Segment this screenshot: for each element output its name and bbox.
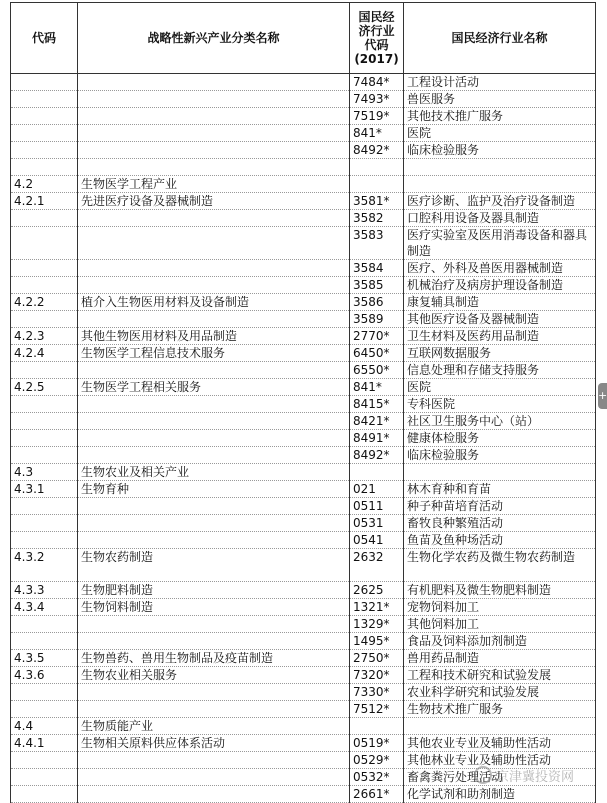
cell-industry-name: 其他农业专业及辅助性活动	[404, 735, 596, 752]
cell-industry-code: 0541	[350, 532, 404, 549]
cell-industry-code: 0531	[350, 515, 404, 532]
cell-code	[11, 616, 78, 633]
table-row	[11, 142, 596, 159]
cell-industry-name: 兽医服务	[404, 91, 596, 108]
table-row	[11, 277, 596, 294]
table-row	[11, 430, 596, 447]
cell-category-name	[78, 277, 350, 294]
cell-category-name	[78, 311, 350, 328]
table-row	[11, 413, 596, 430]
cell-industry-code: 3584	[350, 260, 404, 277]
cell-code	[11, 633, 78, 650]
cell-industry-name: 其他技术推广服务	[404, 108, 596, 125]
watermark: 京津冀投资网	[474, 766, 574, 785]
table-row	[11, 210, 596, 227]
table-row	[11, 549, 596, 582]
cell-industry-code: 6450*	[350, 345, 404, 362]
table-row	[11, 684, 596, 701]
cell-industry-name: 临床检验服务	[404, 447, 596, 464]
cell-code: 4.2.3	[11, 328, 78, 345]
cell-category-name	[78, 260, 350, 277]
cell-category-name: 其他生物医用材料及用品制造	[78, 328, 350, 345]
table-row	[11, 396, 596, 413]
cell-industry-name	[404, 159, 596, 176]
table-row	[11, 650, 596, 667]
cell-category-name: 植介入生物医用材料及设备制造	[78, 294, 350, 311]
cell-industry-name: 生物技术推广服务	[404, 701, 596, 718]
cell-industry-name: 社区卫生服务中心（站）	[404, 413, 596, 430]
cell-category-name	[78, 396, 350, 413]
cell-category-name	[78, 210, 350, 227]
cell-industry-code: 8492*	[350, 447, 404, 464]
cell-industry-code: 3585	[350, 277, 404, 294]
cell-industry-code: 7512*	[350, 701, 404, 718]
cell-industry-name: 康复辅具制造	[404, 294, 596, 311]
side-expand-tab[interactable]: +	[598, 383, 607, 409]
watermark-logo-icon	[474, 766, 492, 784]
cell-category-name: 生物质能产业	[78, 718, 350, 735]
cell-industry-code: 1329*	[350, 616, 404, 633]
cell-category-name: 生物饲料制造	[78, 599, 350, 616]
cell-category-name	[78, 769, 350, 786]
cell-category-name	[78, 91, 350, 108]
table-row	[11, 735, 596, 752]
cell-category-name: 生物农业及相关产业	[78, 464, 350, 481]
table-row	[11, 362, 596, 379]
cell-industry-name: 专科医院	[404, 396, 596, 413]
cell-category-name	[78, 447, 350, 464]
cell-industry-code: 1495*	[350, 633, 404, 650]
cell-code	[11, 362, 78, 379]
cell-code	[11, 498, 78, 515]
table-row	[11, 227, 596, 260]
cell-industry-code: 841*	[350, 125, 404, 142]
cell-industry-code: 7320*	[350, 667, 404, 684]
cell-code	[11, 430, 78, 447]
cell-industry-code: 8491*	[350, 430, 404, 447]
cell-code	[11, 108, 78, 125]
table-row	[11, 481, 596, 498]
cell-industry-name: 林木育种和育苗	[404, 481, 596, 498]
industry-classification-table	[10, 2, 596, 803]
cell-industry-name: 医疗实验室及医用消毒设备和器具制造	[404, 227, 596, 260]
cell-code	[11, 752, 78, 769]
header-code: 代码	[11, 3, 78, 74]
cell-code: 4.2.5	[11, 379, 78, 396]
cell-industry-name: 种子种苗培育活动	[404, 498, 596, 515]
cell-category-name	[78, 142, 350, 159]
table-row	[11, 379, 596, 396]
cell-industry-code: 8492*	[350, 142, 404, 159]
cell-industry-name: 医院	[404, 125, 596, 142]
cell-industry-name: 口腔科用设备及器具制造	[404, 210, 596, 227]
cell-category-name	[78, 515, 350, 532]
cell-code	[11, 447, 78, 464]
cell-category-name	[78, 159, 350, 176]
cell-industry-code: 7484*	[350, 74, 404, 91]
cell-industry-code: 0529*	[350, 752, 404, 769]
cell-industry-code: 8421*	[350, 413, 404, 430]
cell-code: 4.3.1	[11, 481, 78, 498]
cell-code: 4.3.2	[11, 549, 78, 582]
cell-category-name: 生物农业相关服务	[78, 667, 350, 684]
cell-code: 4.3.6	[11, 667, 78, 684]
cell-code	[11, 91, 78, 108]
cell-code	[11, 413, 78, 430]
cell-industry-code	[350, 176, 404, 193]
cell-code	[11, 210, 78, 227]
cell-category-name: 先进医疗设备及器械制造	[78, 193, 350, 210]
cell-industry-name: 医疗诊断、监护及治疗设备制造	[404, 193, 596, 210]
table-row	[11, 718, 596, 735]
cell-industry-name: 农业科学研究和试验发展	[404, 684, 596, 701]
cell-category-name	[78, 684, 350, 701]
table-row	[11, 311, 596, 328]
cell-industry-code: 3582	[350, 210, 404, 227]
cell-code: 4.2.1	[11, 193, 78, 210]
table-row	[11, 294, 596, 311]
table-header-row	[11, 3, 596, 74]
cell-code: 4.3	[11, 464, 78, 481]
cell-industry-name: 其他林业专业及辅助性活动	[404, 752, 596, 769]
cell-industry-name: 互联网数据服务	[404, 345, 596, 362]
cell-industry-code: 3589	[350, 311, 404, 328]
table-row	[11, 701, 596, 718]
cell-code	[11, 515, 78, 532]
cell-code	[11, 277, 78, 294]
cell-industry-name: 医疗、外科及兽医用器械制造	[404, 260, 596, 277]
header-industry-name: 国民经济行业名称	[404, 3, 596, 74]
cell-industry-name	[404, 176, 596, 193]
table-row	[11, 616, 596, 633]
cell-category-name	[78, 227, 350, 260]
cell-industry-name: 医院	[404, 379, 596, 396]
cell-category-name: 生物兽药、兽用生物制品及疫苗制造	[78, 650, 350, 667]
cell-industry-name: 机械治疗及病房护理设备制造	[404, 277, 596, 294]
table-row	[11, 74, 596, 91]
table-row	[11, 786, 596, 803]
cell-industry-name: 畜禽粪污处理活动	[404, 769, 596, 786]
header-industry-code: 国民经济行业代码(2017)	[350, 3, 404, 74]
cell-industry-code: 2770*	[350, 328, 404, 345]
cell-code	[11, 684, 78, 701]
cell-code: 4.4	[11, 718, 78, 735]
cell-code: 4.3.3	[11, 582, 78, 599]
cell-code	[11, 260, 78, 277]
table-row	[11, 159, 596, 176]
cell-industry-code: 1321*	[350, 599, 404, 616]
cell-category-name	[78, 362, 350, 379]
table-row	[11, 345, 596, 362]
cell-industry-code: 2625	[350, 582, 404, 599]
cell-category-name: 生物医学工程相关服务	[78, 379, 350, 396]
cell-industry-name: 畜牧良种繁殖活动	[404, 515, 596, 532]
cell-industry-name: 临床检验服务	[404, 142, 596, 159]
cell-code	[11, 396, 78, 413]
cell-category-name: 生物医学工程产业	[78, 176, 350, 193]
cell-code	[11, 769, 78, 786]
table-row	[11, 193, 596, 210]
cell-category-name	[78, 498, 350, 515]
cell-industry-name: 工程和技术研究和试验发展	[404, 667, 596, 684]
cell-industry-code: 3586	[350, 294, 404, 311]
cell-code	[11, 311, 78, 328]
cell-category-name	[78, 786, 350, 803]
cell-industry-code: 2750*	[350, 650, 404, 667]
cell-industry-name: 有机肥料及微生物肥料制造	[404, 582, 596, 599]
cell-category-name	[78, 633, 350, 650]
cell-industry-name: 其他饲料加工	[404, 616, 596, 633]
table-row	[11, 108, 596, 125]
cell-industry-name	[404, 718, 596, 735]
cell-category-name	[78, 108, 350, 125]
cell-industry-name: 生物化学农药及微生物农药制造	[404, 549, 596, 582]
cell-industry-code: 7330*	[350, 684, 404, 701]
cell-category-name: 生物农药制造	[78, 549, 350, 582]
cell-category-name: 生物医学工程信息技术服务	[78, 345, 350, 362]
cell-industry-code: 0532*	[350, 769, 404, 786]
cell-industry-name: 其他医疗设备及器械制造	[404, 311, 596, 328]
cell-industry-code: 0519*	[350, 735, 404, 752]
cell-category-name: 生物相关原料供应体系活动	[78, 735, 350, 752]
cell-industry-code: 8415*	[350, 396, 404, 413]
cell-industry-code: 3581*	[350, 193, 404, 210]
cell-industry-name: 食品及饲料添加剂制造	[404, 633, 596, 650]
cell-code: 4.4.1	[11, 735, 78, 752]
cell-industry-code: 0511	[350, 498, 404, 515]
cell-industry-code	[350, 718, 404, 735]
cell-code: 4.2.4	[11, 345, 78, 362]
cell-industry-code: 2661*	[350, 786, 404, 803]
cell-code	[11, 227, 78, 260]
cell-industry-name: 宠物饲料加工	[404, 599, 596, 616]
table-row	[11, 515, 596, 532]
table-row	[11, 498, 596, 515]
cell-category-name	[78, 74, 350, 91]
cell-industry-name: 鱼苗及鱼种场活动	[404, 532, 596, 549]
cell-code	[11, 532, 78, 549]
cell-category-name	[78, 413, 350, 430]
table-row	[11, 91, 596, 108]
cell-industry-name: 兽用药品制造	[404, 650, 596, 667]
cell-code: 4.2	[11, 176, 78, 193]
cell-category-name: 生物育种	[78, 481, 350, 498]
cell-industry-code: 2632	[350, 549, 404, 582]
cell-category-name	[78, 430, 350, 447]
cell-industry-code	[350, 464, 404, 481]
table-row	[11, 328, 596, 345]
cell-industry-name: 健康体检服务	[404, 430, 596, 447]
cell-category-name	[78, 616, 350, 633]
cell-code	[11, 701, 78, 718]
cell-category-name	[78, 125, 350, 142]
cell-code: 4.2.2	[11, 294, 78, 311]
cell-code: 4.3.4	[11, 599, 78, 616]
cell-industry-code: 6550*	[350, 362, 404, 379]
table-row	[11, 582, 596, 599]
table-row	[11, 447, 596, 464]
cell-industry-code	[350, 159, 404, 176]
cell-industry-name: 信息处理和存储支持服务	[404, 362, 596, 379]
cell-category-name	[78, 701, 350, 718]
cell-category-name	[78, 532, 350, 549]
cell-code	[11, 74, 78, 91]
table-body	[11, 74, 596, 803]
cell-industry-code: 7493*	[350, 91, 404, 108]
cell-code	[11, 142, 78, 159]
cell-industry-name: 工程设计活动	[404, 74, 596, 91]
cell-code	[11, 125, 78, 142]
cell-industry-name: 化学试剂和助剂制造	[404, 786, 596, 803]
cell-code: 4.3.5	[11, 650, 78, 667]
cell-industry-code: 3583	[350, 227, 404, 260]
cell-industry-code: 021	[350, 481, 404, 498]
cell-industry-name	[404, 464, 596, 481]
cell-code	[11, 786, 78, 803]
cell-industry-code: 7519*	[350, 108, 404, 125]
table-row	[11, 599, 596, 616]
table-row	[11, 532, 596, 549]
header-category-name: 战略性新兴产业分类名称	[78, 3, 350, 74]
table-row	[11, 176, 596, 193]
cell-category-name	[78, 752, 350, 769]
table-row	[11, 464, 596, 481]
table-row	[11, 125, 596, 142]
cell-code	[11, 159, 78, 176]
table-row	[11, 260, 596, 277]
cell-category-name: 生物肥料制造	[78, 582, 350, 599]
table-row	[11, 633, 596, 650]
cell-industry-code: 841*	[350, 379, 404, 396]
table-row	[11, 667, 596, 684]
cell-industry-name: 卫生材料及医药用品制造	[404, 328, 596, 345]
